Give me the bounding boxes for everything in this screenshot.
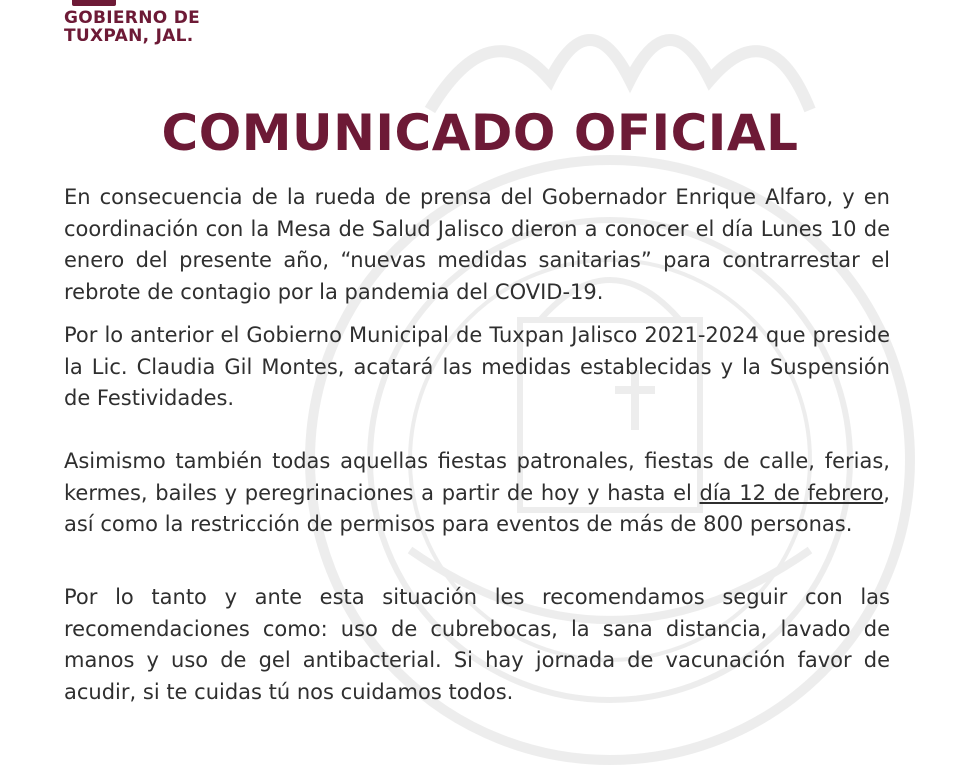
logo-line-1: GOBIERNO DE xyxy=(64,8,201,28)
paragraph-3-text-b: , así como la restricción de permisos para eventos de más de 800 personas. xyxy=(64,480,890,536)
paragraph-3 xyxy=(64,446,890,541)
logo-line-2: TUXPAN, JAL. xyxy=(64,26,194,46)
paragraph-3-date: día 12 de febrero xyxy=(699,480,884,505)
document-title: COMUNICADO OFICIAL xyxy=(161,104,799,162)
paragraph-1: En consecuencia de la rueda de prensa del Gobernador Enrique Alfaro, y en coordinación con la Mesa de Salud Jalisco dieron a conocer el día Lunes 10 de enero del presente año, “nuevas medidas sanitarias” para contrarrestar el rebrote de contagio por la pandemia del COVID-19. xyxy=(64,185,890,304)
emblem-icon xyxy=(72,0,116,8)
paragraph-2: Por lo anterior el Gobierno Municipal de Tuxpan Jalisco 2021-2024 que preside la Lic. Claudia Gil Montes, acatará las medidas establecidas y la Suspensión de Festividades. xyxy=(64,323,890,410)
paragraph-3-text-a: Asimismo también todas aquellas fiestas patronales, fiestas de calle, ferias, kermes, bailes y peregrinaciones a partir de hoy y hasta el xyxy=(64,449,890,505)
government-logo xyxy=(8,0,218,52)
paragraph-4: Por lo tanto y ante esta situación les recomendamos seguir con las recomendaciones como: uso de cubrebocas, la sana distancia, lavado de manos y uso de gel antibacterial. Si hay jornada de vacunación favor de acudir, si te cuidas tú nos cuidamos todos. xyxy=(64,585,890,704)
